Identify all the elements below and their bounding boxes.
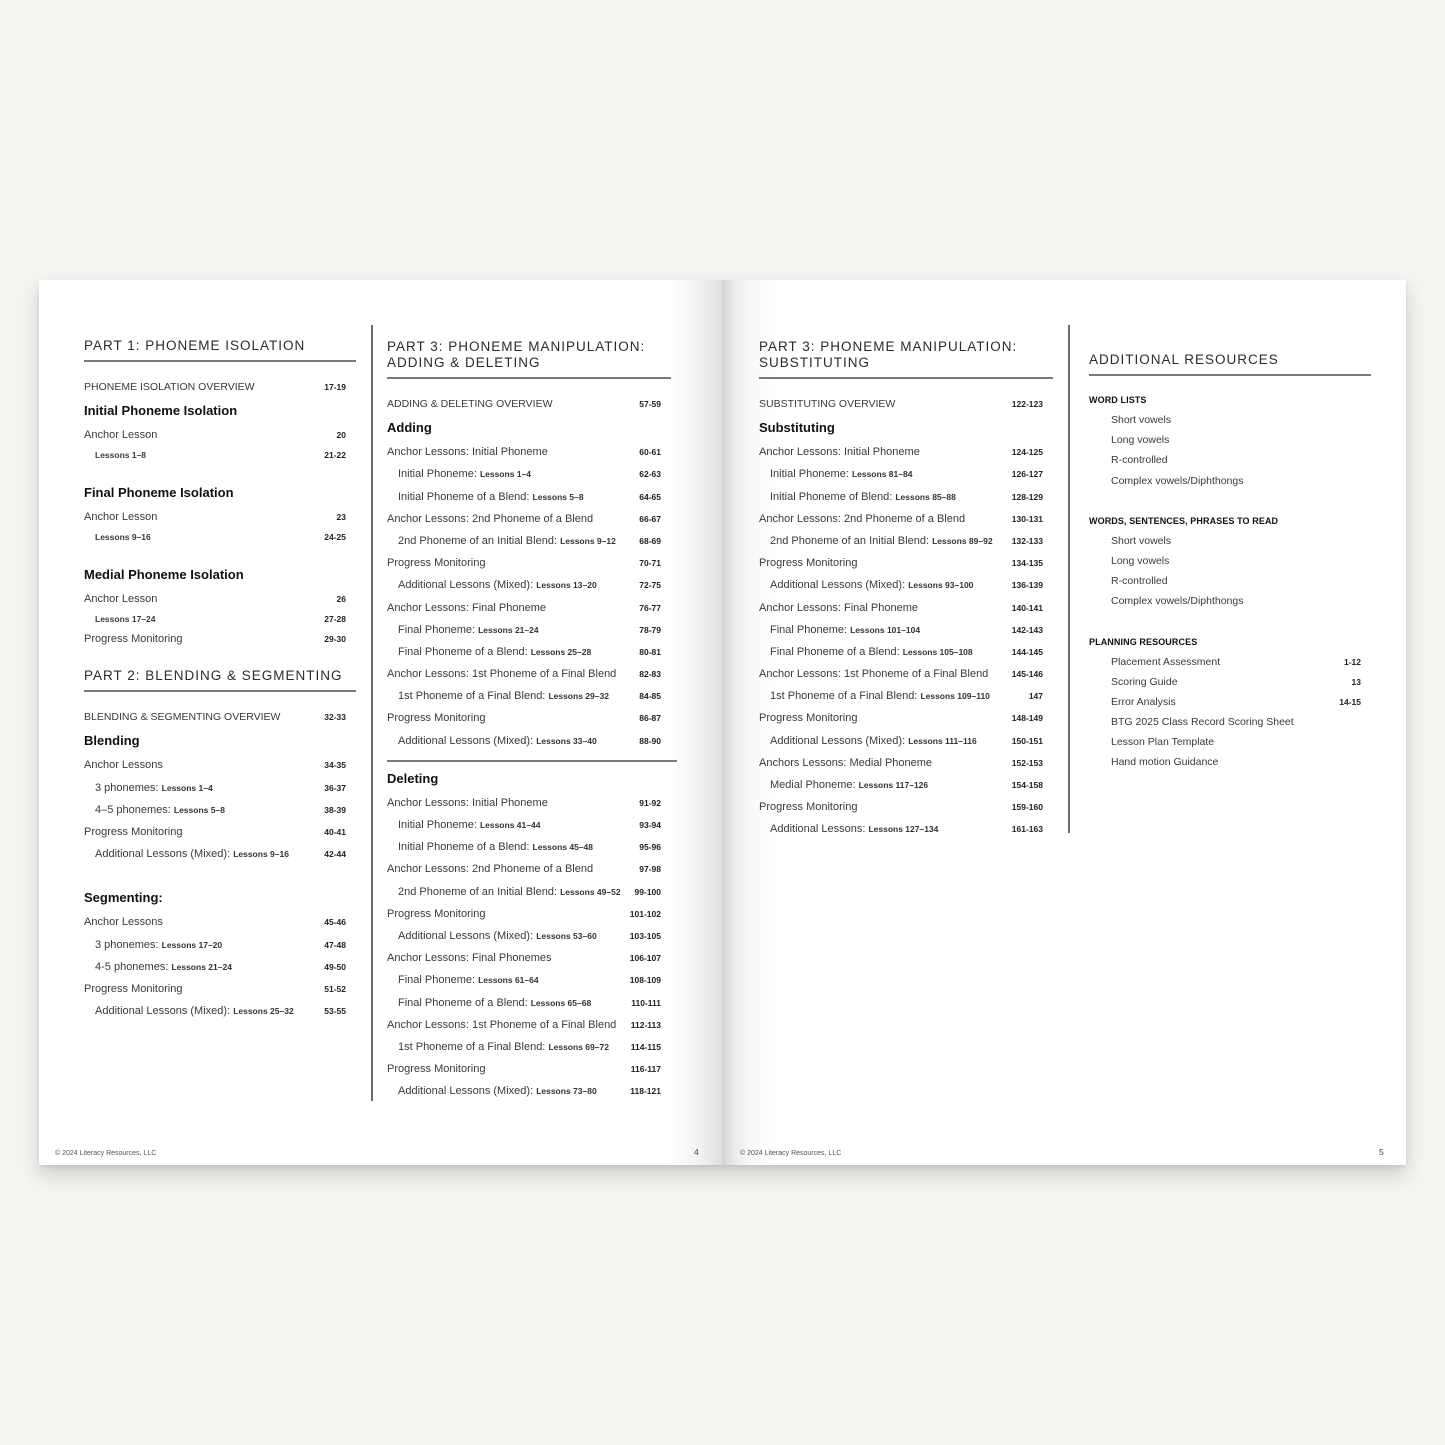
toc-entry[interactable]: Anchor Lessons: Initial Phoneme 124-125 [759,446,1043,459]
toc-entry[interactable]: 2nd Phoneme of an Initial Blend: Lessons 89–92 132-133 [770,534,1043,547]
resource-item[interactable]: R-controlled [1111,454,1168,467]
resource-heading: WORDS, SENTENCES, PHRASES TO READ [1089,515,1279,526]
toc-entry[interactable]: Anchor Lessons: 2nd Phoneme of a Blend 66-67 [387,512,661,525]
toc-entry[interactable]: Initial Phoneme of a Blend: Lessons 5–8 64-65 [398,490,661,503]
toc-entry[interactable]: Anchor Lessons 45-46 [84,916,346,929]
section-heading: Initial Phoneme Isolation [84,403,238,419]
toc-entry[interactable]: Additional Lessons (Mixed): Lessons 93–100 136-139 [770,579,1043,592]
toc-entry[interactable]: Anchor Lessons: 2nd Phoneme of a Blend 130-131 [759,512,1043,525]
toc-entry[interactable]: Progress Monitoring 101-102 [387,907,661,920]
toc-entry[interactable]: Additional Lessons (Mixed): Lessons 9–16 42-44 [95,848,346,861]
toc-entry[interactable]: Progress Monitoring 134-135 [759,557,1043,570]
toc-entry[interactable]: Anchor Lessons: Final Phoneme 140-141 [759,601,1043,614]
blending-entries [84,754,356,865]
toc-entry[interactable]: Final Phoneme of a Blend: Lessons 65–68 110-111 [398,996,661,1009]
toc-entry[interactable]: Lessons 17–24 27-28 [95,614,346,625]
toc-entry[interactable]: Anchor Lesson 26 [84,593,346,606]
resource-item[interactable]: Short vowels [1111,414,1172,426]
toc-entry[interactable]: 1st Phoneme of a Final Blend: Lessons 29–32 84-85 [398,690,661,703]
toc-entry[interactable]: Anchor Lessons: Initial Phoneme 91-92 [387,796,661,809]
toc-entry[interactable]: Progress Monitoring 40-41 [84,825,346,838]
toc-entry[interactable]: Anchor Lessons: 1st Phoneme of a Final Blend 82-83 [387,668,661,681]
resource-heading: WORD LISTS [1089,395,1147,405]
toc-entry[interactable]: Anchors Lessons: Medial Phoneme 152-153 [759,756,1043,769]
segmenting-entries [84,911,356,1022]
toc-entry[interactable]: 1st Phoneme of a Final Blend: Lessons 69–72 114-115 [398,1040,661,1053]
column-divider [371,325,373,1101]
column-divider [1068,325,1070,833]
section-heading: Deleting [387,770,439,786]
resource-heading: PLANNING RESOURCES [1089,636,1198,647]
part3-substituting-title: PART 3: PHONEME MANIPULATION: SUBSTITUTING [759,339,1053,379]
toc-entry[interactable]: Progress Monitoring 70-71 [387,557,661,570]
section-heading: Final Phoneme Isolation [84,485,234,501]
book-spread [39,280,1406,1165]
toc-entry[interactable]: 4–5 phonemes: Lessons 5–8 38-39 [95,803,346,816]
toc-entry[interactable]: Additional Lessons (Mixed): Lessons 13–20 72-75 [398,579,661,592]
toc-entry[interactable]: Anchor Lessons: 1st Phoneme of a Final Blend 112-113 [387,1018,661,1031]
toc-entry[interactable]: Initial Phoneme of a Blend: Lessons 45–48 95-96 [398,841,661,854]
toc-entry[interactable]: Progress Monitoring 148-149 [759,712,1043,725]
toc-column-part1-2 [84,338,356,1022]
resource-item[interactable]: Complex vowels/Diphthongs [1111,595,1244,608]
toc-entry[interactable]: Additional Lessons (Mixed): Lessons 25–32 53-55 [95,1005,346,1018]
toc-entry[interactable]: Anchor Lessons: 1st Phoneme of a Final Blend 145-146 [759,668,1043,681]
toc-entry[interactable]: Lessons 9–16 24-25 [95,532,346,543]
toc-entry[interactable]: Progress Monitoring 86-87 [387,712,661,725]
toc-entry[interactable]: BLENDING & SEGMENTING OVERVIEW 32-33 [84,711,346,724]
section-heading: Segmenting: [84,890,163,906]
additional-resources-title: ADDITIONAL RESOURCES [1089,352,1371,376]
toc-entry[interactable]: Additional Lessons: Lessons 127–134 161-163 [770,823,1043,836]
toc-entry[interactable]: Anchor Lessons: 2nd Phoneme of a Blend 97-98 [387,863,661,876]
toc-entry[interactable]: Final Phoneme of a Blend: Lessons 105–108 144-145 [770,645,1043,658]
toc-entry[interactable]: 2nd Phoneme of an Initial Blend: Lessons 49–52 99-100 [398,885,661,898]
right-page [722,280,1406,1165]
toc-entry[interactable]: Anchor Lessons 34-35 [84,759,346,772]
toc-entry[interactable]: Final Phoneme: Lessons 61–64 108-109 [398,974,661,987]
resource-item[interactable]: Complex vowels/Diphthongs [1111,474,1244,487]
word-list-items [1089,410,1371,491]
toc-entry[interactable]: Medial Phoneme: Lessons 117–126 154-158 [770,779,1043,791]
section-heading: Blending [84,733,140,749]
section-heading: Adding [387,420,432,436]
toc-entry[interactable]: 3 phonemes: Lessons 17–20 47-48 [95,938,346,951]
toc-entry[interactable]: Progress Monitoring 159-160 [759,801,1043,814]
toc-entry[interactable]: ADDING & DELETING OVERVIEW 57-59 [387,398,661,410]
toc-entry[interactable]: Final Phoneme: Lessons 21–24 78-79 [398,623,661,636]
toc-entry[interactable]: Progress Monitoring 51-52 [84,982,346,995]
toc-entry[interactable]: Anchor Lesson 23 [84,511,346,524]
toc-entry[interactable]: Initial Phoneme: Lessons 41–44 93-94 [398,819,661,831]
resource-item[interactable]: Lesson Plan Template [1111,736,1215,749]
toc-entry[interactable]: Progress Monitoring 29-30 [84,633,346,646]
toc-entry[interactable]: 1st Phoneme of a Final Blend: Lessons 109–110 147 [770,690,1043,703]
resource-item[interactable]: R-controlled [1111,575,1168,588]
toc-entry[interactable]: Additional Lessons (Mixed): Lessons 111–116 150-151 [770,734,1043,747]
part1-sections [84,398,356,650]
toc-entry[interactable]: PHONEME ISOLATION OVERVIEW 17-19 [84,381,346,393]
toc-entry[interactable]: Anchor Lessons: Final Phoneme 76-77 [387,601,661,614]
toc-entry[interactable]: Additional Lessons (Mixed): Lessons 33–40 88-90 [398,734,661,747]
planning-resource-items [1089,652,1371,773]
toc-entry[interactable]: Initial Phoneme of Blend: Lessons 85–88 128-129 [770,490,1043,503]
part3-title: PART 3: PHONEME MANIPULATION: ADDING & DELETING [387,339,671,379]
toc-entry[interactable]: Anchor Lessons: Final Phonemes 106-107 [387,952,661,965]
toc-column-additional-resources [1089,352,1371,773]
deleting-entries [387,792,671,1103]
toc-entry[interactable]: Final Phoneme: Lessons 101–104 142-143 [770,623,1043,636]
toc-entry[interactable]: Additional Lessons (Mixed): Lessons 53–60 103-105 [398,929,661,942]
resource-item[interactable]: Scoring Guide 13 [1111,675,1361,688]
toc-entry[interactable]: 4-5 phonemes: Lessons 21–24 49-50 [95,960,346,973]
copyright-footer: © 2024 Literacy Resources, LLC [740,1150,842,1157]
part1-title: PART 1: PHONEME ISOLATION [84,338,356,362]
substituting-entries [759,441,1053,840]
toc-entry[interactable]: Lessons 1–8 21-22 [95,450,346,461]
adding-entries [387,441,671,752]
section-heading: Medial Phoneme Isolation [84,567,244,583]
resource-item[interactable]: Placement Assessment 1-12 [1111,655,1361,668]
toc-entry[interactable]: Progress Monitoring 116-117 [387,1063,661,1076]
toc-entry[interactable]: SUBSTITUTING OVERVIEW 122-123 [759,398,1043,410]
section-divider [387,760,677,762]
toc-column-part3-substituting [759,339,1053,841]
resource-item[interactable]: Short vowels [1111,534,1172,547]
toc-entry[interactable]: Anchor Lessons: Initial Phoneme 60-61 [387,446,661,459]
section-heading: Substituting [759,420,835,436]
resource-item[interactable]: Error Analysis 14-15 [1111,695,1361,708]
toc-entry[interactable]: Final Phoneme of a Blend: Lessons 25–28 80-81 [398,645,661,658]
left-page [39,280,722,1165]
part2-title: PART 2: BLENDING & SEGMENTING [84,668,356,692]
page-number: 4 [694,1147,699,1157]
resource-item[interactable]: Hand motion Guidance [1111,756,1219,769]
toc-entry[interactable]: Anchor Lesson 20 [84,429,346,442]
page-number: 5 [1379,1147,1384,1157]
resource-item[interactable]: Long vowels [1111,554,1170,567]
toc-entry[interactable]: 2nd Phoneme of an Initial Blend: Lessons 9–12 68-69 [398,534,661,547]
toc-entry[interactable]: 3 phonemes: Lessons 1–4 36-37 [95,781,346,794]
copyright-footer: © 2024 Literacy Resources, LLC [55,1150,157,1157]
toc-entry[interactable]: Initial Phoneme: Lessons 81–84 126-127 [770,468,1043,481]
resource-item[interactable]: Long vowels [1111,434,1170,447]
toc-column-part3-adding-deleting [387,339,671,1102]
resource-item[interactable]: BTG 2025 Class Record Scoring Sheet [1111,716,1294,729]
toc-entry[interactable]: Initial Phoneme: Lessons 1–4 62-63 [398,468,661,481]
words-to-read-items [1089,531,1371,612]
toc-entry[interactable]: Additional Lessons (Mixed): Lessons 73–80 118-121 [398,1085,661,1098]
